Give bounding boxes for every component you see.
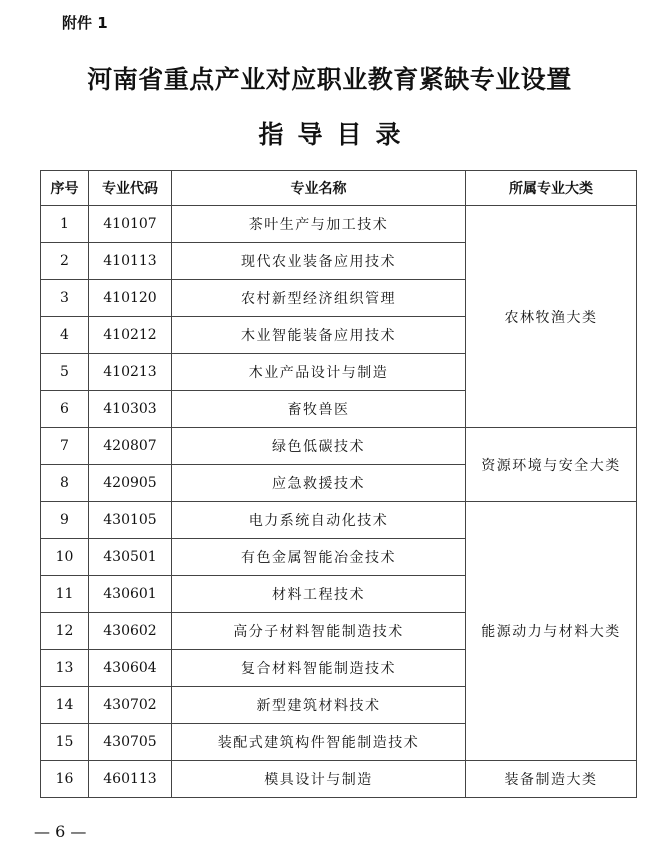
row-number: 15 [41, 724, 89, 761]
row-name: 电力系统自动化技术 [172, 502, 466, 539]
row-number: 1 [41, 206, 89, 243]
row-number: 16 [41, 761, 89, 798]
row-name: 高分子材料智能制造技术 [172, 613, 466, 650]
header-name: 专业名称 [172, 171, 466, 206]
row-number: 3 [41, 280, 89, 317]
row-number: 10 [41, 539, 89, 576]
category-cell: 装备制造大类 [466, 761, 637, 798]
row-number: 12 [41, 613, 89, 650]
row-code: 430601 [89, 576, 172, 613]
row-code: 430702 [89, 687, 172, 724]
category-cell: 能源动力与材料大类 [466, 502, 637, 761]
row-name: 有色金属智能冶金技术 [172, 539, 466, 576]
row-name: 农村新型经济组织管理 [172, 280, 466, 317]
document-subtitle: 指导目录 [258, 120, 415, 149]
row-number: 6 [41, 391, 89, 428]
row-number: 5 [41, 354, 89, 391]
header-category: 所属专业大类 [466, 171, 637, 206]
row-code: 410107 [89, 206, 172, 243]
row-number: 14 [41, 687, 89, 724]
row-code: 420807 [89, 428, 172, 465]
row-code: 430604 [89, 650, 172, 687]
row-name: 绿色低碳技术 [172, 428, 466, 465]
row-name: 新型建筑材料技术 [172, 687, 466, 724]
row-code: 430705 [89, 724, 172, 761]
row-name: 装配式建筑构件智能制造技术 [172, 724, 466, 761]
row-name: 畜牧兽医 [172, 391, 466, 428]
row-name: 木业智能装备应用技术 [172, 317, 466, 354]
row-code: 410120 [89, 280, 172, 317]
row-code: 420905 [89, 465, 172, 502]
row-code: 410212 [89, 317, 172, 354]
row-code: 410303 [89, 391, 172, 428]
table-row [41, 206, 637, 243]
major-catalog-table [40, 170, 637, 798]
row-code: 430501 [89, 539, 172, 576]
row-name: 材料工程技术 [172, 576, 466, 613]
document-title: 河南省重点产业对应职业教育紧缺专业设置 [87, 65, 572, 94]
row-number: 8 [41, 465, 89, 502]
row-name: 茶叶生产与加工技术 [172, 206, 466, 243]
row-name: 模具设计与制造 [172, 761, 466, 798]
attachment-label: 附件 1 [62, 14, 108, 32]
row-number: 4 [41, 317, 89, 354]
row-code: 430602 [89, 613, 172, 650]
page-number: — 6 — [34, 822, 87, 841]
row-number: 2 [41, 243, 89, 280]
table-row [41, 761, 637, 798]
row-code: 430105 [89, 502, 172, 539]
row-number: 13 [41, 650, 89, 687]
header-number: 序号 [41, 171, 89, 206]
row-number: 7 [41, 428, 89, 465]
row-name: 复合材料智能制造技术 [172, 650, 466, 687]
row-code: 410213 [89, 354, 172, 391]
row-name: 木业产品设计与制造 [172, 354, 466, 391]
row-code: 460113 [89, 761, 172, 798]
category-cell: 资源环境与安全大类 [466, 428, 637, 502]
row-name: 现代农业装备应用技术 [172, 243, 466, 280]
table-header-row [41, 171, 637, 206]
table-row [41, 502, 637, 539]
table-row [41, 428, 637, 465]
header-code: 专业代码 [89, 171, 172, 206]
row-code: 410113 [89, 243, 172, 280]
row-number: 11 [41, 576, 89, 613]
row-number: 9 [41, 502, 89, 539]
row-name: 应急救援技术 [172, 465, 466, 502]
category-cell: 农林牧渔大类 [466, 206, 637, 428]
